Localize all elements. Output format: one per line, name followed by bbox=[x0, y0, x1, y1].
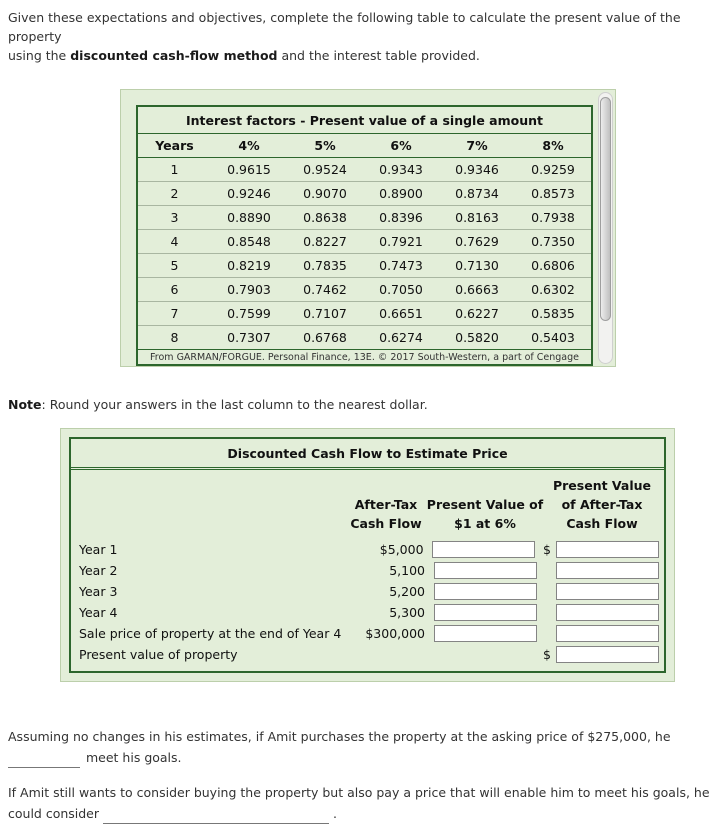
interest-factor-cell: 0.8890 bbox=[227, 210, 271, 225]
question-2 bbox=[8, 782, 714, 824]
dcf-header-after-tax bbox=[347, 495, 425, 533]
interest-factor-cell: 0.6806 bbox=[531, 258, 575, 273]
dcf-table-panel bbox=[60, 428, 675, 682]
intro-line2-pre: using the bbox=[8, 48, 71, 63]
interest-table-body bbox=[138, 158, 591, 349]
dcf-table bbox=[69, 437, 666, 673]
quiz-page bbox=[0, 8, 722, 824]
interest-factor-cell: 0.8396 bbox=[379, 210, 423, 225]
interest-factor-cell: 0.7130 bbox=[455, 258, 499, 273]
dcf-table-row bbox=[71, 602, 664, 623]
interest-table-panel bbox=[120, 89, 616, 367]
pv-after-tax-cell bbox=[545, 625, 659, 642]
interest-year-cell: 5 bbox=[170, 258, 179, 273]
answer-blank-will-meet-goals[interactable] bbox=[8, 753, 80, 768]
interest-factor-cell: 0.7307 bbox=[227, 330, 271, 345]
question-2-before-blank: could consider bbox=[8, 806, 100, 821]
interest-table-row bbox=[138, 206, 591, 230]
table-scrollbar[interactable] bbox=[598, 92, 613, 364]
after-tax-cash-flow-value: 5,200 bbox=[389, 584, 425, 599]
dcf-row-label: Year 1 bbox=[79, 542, 118, 557]
interest-factor-cell: 0.9259 bbox=[531, 162, 575, 177]
dcf-header-pv-of-1-line1: Present Value of bbox=[426, 497, 544, 512]
intro-line1: Given these expectations and objectives, complete the following table to calculate the present value of the property bbox=[8, 10, 681, 44]
dcf-header-pv-after-tax-line3: Cash Flow bbox=[566, 516, 638, 531]
dcf-table-body bbox=[71, 537, 664, 671]
interest-factor-cell: 0.7835 bbox=[303, 258, 347, 273]
interest-factor-cell: 0.7629 bbox=[455, 234, 499, 249]
interest-column-header: Years bbox=[155, 138, 194, 153]
interest-factor-cell: 0.7473 bbox=[379, 258, 423, 273]
interest-factor-cell: 0.5403 bbox=[531, 330, 575, 345]
question-2-after-blank: . bbox=[333, 806, 337, 821]
interest-factor-cell: 0.6302 bbox=[531, 282, 575, 297]
intro-bold-method: discounted cash-flow method bbox=[70, 48, 278, 63]
interest-column-header: 7% bbox=[466, 138, 488, 153]
interest-year-cell: 2 bbox=[170, 186, 179, 201]
dcf-table-header-row bbox=[71, 470, 664, 537]
dcf-table-title: Discounted Cash Flow to Estimate Price bbox=[71, 439, 664, 470]
interest-table-row bbox=[138, 182, 591, 206]
dcf-table-row bbox=[71, 560, 664, 581]
dcf-row-label: Year 3 bbox=[79, 584, 118, 599]
interest-table-title: Interest factors - Present value of a single amount bbox=[138, 107, 591, 134]
pv-factor-input[interactable] bbox=[434, 604, 537, 621]
dcf-row-label: Year 2 bbox=[79, 563, 118, 578]
dcf-table-row bbox=[71, 539, 664, 560]
interest-factors-table bbox=[136, 105, 593, 366]
interest-year-cell: 4 bbox=[170, 234, 179, 249]
interest-factor-cell: 0.6768 bbox=[303, 330, 347, 345]
interest-factor-cell: 0.9524 bbox=[303, 162, 347, 177]
pv-after-tax-cell bbox=[545, 562, 659, 579]
dcf-header-pv-after-tax bbox=[545, 476, 659, 533]
pv-after-tax-input[interactable] bbox=[556, 562, 659, 579]
interest-factor-cell: 0.7903 bbox=[227, 282, 271, 297]
dcf-header-pv-of-1 bbox=[425, 495, 545, 533]
answer-blank-could-consider[interactable] bbox=[103, 809, 329, 824]
pv-after-tax-cell bbox=[545, 604, 659, 621]
pv-factor-cell bbox=[425, 604, 545, 621]
interest-table-row bbox=[138, 326, 591, 349]
interest-factor-cell: 0.9246 bbox=[227, 186, 271, 201]
interest-column-header: 4% bbox=[238, 138, 260, 153]
interest-factor-cell: 0.8573 bbox=[531, 186, 575, 201]
interest-table-row bbox=[138, 254, 591, 278]
interest-factor-cell: 0.7462 bbox=[303, 282, 347, 297]
after-tax-cash-flow-value: 5,300 bbox=[389, 605, 425, 620]
dcf-header-after-tax-line2: Cash Flow bbox=[350, 516, 422, 531]
after-tax-cash-flow-value: 5,100 bbox=[389, 563, 425, 578]
interest-table-row bbox=[138, 230, 591, 254]
interest-factor-cell: 0.7921 bbox=[379, 234, 423, 249]
interest-table-panel-content bbox=[121, 90, 598, 366]
interest-factor-cell: 0.5820 bbox=[455, 330, 499, 345]
question-2-line1: If Amit still wants to consider buying the property but also pay a price that will enable him to meet his goals, he bbox=[8, 785, 710, 800]
pv-after-tax-input[interactable] bbox=[556, 604, 659, 621]
dcf-header-pv-after-tax-line2: of After-Tax bbox=[561, 497, 643, 512]
interest-factor-cell: 0.7350 bbox=[531, 234, 575, 249]
interest-table-row bbox=[138, 278, 591, 302]
intro-text bbox=[8, 8, 714, 65]
intro-line2-post: and the interest table provided. bbox=[277, 48, 480, 63]
pv-factor-cell bbox=[424, 541, 544, 558]
interest-year-cell: 8 bbox=[170, 330, 179, 345]
dcf-table-row bbox=[71, 644, 664, 665]
note-text bbox=[8, 395, 714, 414]
interest-year-cell: 7 bbox=[170, 306, 179, 321]
interest-factor-cell: 0.6651 bbox=[379, 306, 423, 321]
interest-factor-cell: 0.8900 bbox=[379, 186, 423, 201]
question-1 bbox=[8, 726, 714, 768]
dcf-table-row bbox=[71, 623, 664, 644]
pv-after-tax-input[interactable] bbox=[556, 646, 659, 663]
question-1-line1: Assuming no changes in his estimates, if Amit purchases the property at the asking price of $275,000, he bbox=[8, 729, 671, 744]
dcf-row-label: Year 4 bbox=[79, 605, 118, 620]
interest-column-header: 6% bbox=[390, 138, 412, 153]
interest-table-row bbox=[138, 302, 591, 326]
interest-year-cell: 3 bbox=[170, 210, 179, 225]
pv-factor-input[interactable] bbox=[434, 562, 537, 579]
pv-factor-cell bbox=[425, 562, 545, 579]
interest-factor-cell: 0.7107 bbox=[303, 306, 347, 321]
interest-factor-cell: 0.6227 bbox=[455, 306, 499, 321]
interest-factor-cell: 0.6663 bbox=[455, 282, 499, 297]
dollar-sign: $ bbox=[543, 542, 551, 557]
interest-factor-cell: 0.8638 bbox=[303, 210, 347, 225]
question-2-line2 bbox=[8, 803, 714, 824]
interest-factor-cell: 0.9070 bbox=[303, 186, 347, 201]
dcf-table-row bbox=[71, 581, 664, 602]
note-body: : Round your answers in the last column to the nearest dollar. bbox=[41, 397, 428, 412]
pv-factor-input[interactable] bbox=[434, 625, 537, 642]
after-tax-cash-flow-value: $300,000 bbox=[365, 626, 425, 641]
dcf-row-label: Sale price of property at the end of Year 4 bbox=[79, 626, 342, 641]
pv-factor-cell bbox=[425, 625, 545, 642]
interest-year-cell: 6 bbox=[170, 282, 179, 297]
interest-factor-cell: 0.7599 bbox=[227, 306, 271, 321]
pv-after-tax-cell bbox=[543, 646, 659, 663]
interest-factor-cell: 0.7050 bbox=[379, 282, 423, 297]
after-tax-cash-flow-value: $5,000 bbox=[379, 542, 424, 557]
interest-factor-cell: 0.8548 bbox=[227, 234, 271, 249]
interest-factor-cell: 0.8163 bbox=[455, 210, 499, 225]
dcf-header-pv-after-tax-line1: Present Value bbox=[552, 478, 652, 493]
question-1-line2 bbox=[8, 747, 714, 768]
interest-factor-cell: 0.8734 bbox=[455, 186, 499, 201]
interest-factor-cell: 0.9615 bbox=[227, 162, 271, 177]
interest-factor-cell: 0.6274 bbox=[379, 330, 423, 345]
interest-factor-cell: 0.5835 bbox=[531, 306, 575, 321]
interest-table-header-row bbox=[138, 134, 591, 158]
interest-column-header: 8% bbox=[542, 138, 564, 153]
pv-after-tax-cell bbox=[543, 541, 659, 558]
pv-after-tax-input[interactable] bbox=[556, 541, 659, 558]
interest-factor-cell: 0.9343 bbox=[379, 162, 423, 177]
dcf-header-after-tax-line1: After-Tax bbox=[354, 497, 418, 512]
pv-after-tax-input[interactable] bbox=[556, 583, 659, 600]
pv-factor-input[interactable] bbox=[432, 541, 535, 558]
table-source-credit: From GARMAN/FORGUE. Personal Finance, 13E. © 2017 South-Western, a part of Cengage bbox=[138, 349, 591, 364]
pv-after-tax-input[interactable] bbox=[556, 625, 659, 642]
dcf-header-pv-of-1-line2: $1 at 6% bbox=[454, 516, 516, 531]
interest-column-header: 5% bbox=[314, 138, 336, 153]
dcf-row-label: Present value of property bbox=[79, 647, 238, 662]
question-1-after-blank: meet his goals. bbox=[86, 750, 182, 765]
interest-table-row bbox=[138, 158, 591, 182]
note-label: Note bbox=[8, 397, 42, 412]
interest-factor-cell: 0.8219 bbox=[227, 258, 271, 273]
pv-factor-input[interactable] bbox=[434, 583, 537, 600]
pv-after-tax-cell bbox=[545, 583, 659, 600]
scrollbar-thumb[interactable] bbox=[600, 97, 611, 321]
interest-factor-cell: 0.8227 bbox=[303, 234, 347, 249]
interest-year-cell: 1 bbox=[170, 162, 179, 177]
interest-factor-cell: 0.9346 bbox=[455, 162, 499, 177]
interest-factor-cell: 0.7938 bbox=[531, 210, 575, 225]
dollar-sign: $ bbox=[543, 647, 551, 662]
pv-factor-cell bbox=[425, 583, 545, 600]
